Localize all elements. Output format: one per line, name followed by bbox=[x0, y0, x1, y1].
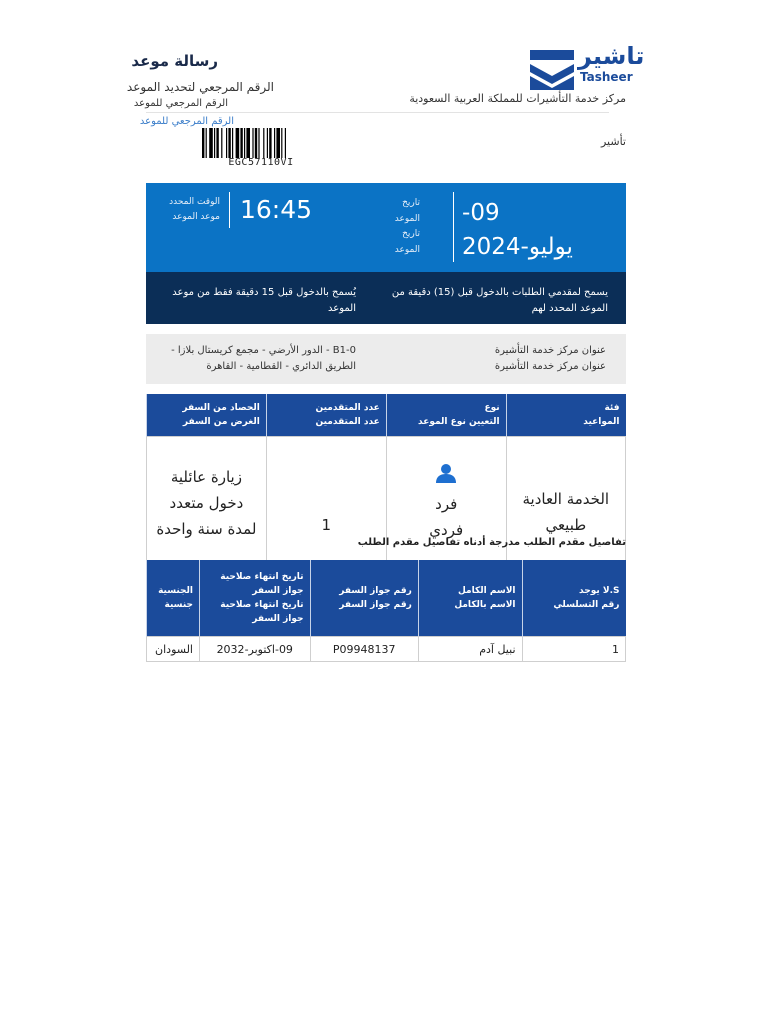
header-line: رقم التسلسلي bbox=[553, 600, 620, 610]
tasheer-logo-icon bbox=[530, 50, 574, 90]
reference-label-secondary: الرقم المرجعي للموعد bbox=[133, 98, 228, 109]
address-label-secondary: عنوان مركز خدمة التأشيرة bbox=[494, 361, 606, 372]
header-line: الاسم بالكامل bbox=[454, 600, 516, 610]
category-cell bbox=[506, 436, 625, 569]
cell-text: فرد bbox=[435, 494, 458, 513]
applicants-cell bbox=[266, 436, 386, 569]
appointment-date bbox=[462, 196, 622, 264]
address-line-1: B1-0 - الدور الأرضي - مجمع كريستال بلازا - bbox=[171, 345, 356, 356]
header-nationality bbox=[147, 560, 200, 637]
header-category bbox=[506, 394, 625, 436]
cell-text: فردي bbox=[429, 520, 464, 539]
header-line: جنسية bbox=[164, 600, 193, 610]
appointment-date-day: 09- bbox=[462, 200, 500, 226]
applicants-table bbox=[146, 560, 626, 662]
table-row bbox=[147, 637, 626, 662]
name-cell: نبيل آدم bbox=[418, 637, 522, 662]
nationality-cell: السودان bbox=[147, 637, 200, 662]
time-label: الوقت المحدد bbox=[169, 197, 220, 207]
header-line: تاريخ انتهاء صلاحية جواز السفر bbox=[220, 600, 304, 624]
cell-text: دخول متعدد bbox=[169, 493, 244, 512]
header-line: رقم جواز السفر bbox=[339, 586, 412, 596]
cell-text: الخدمة العادية bbox=[522, 489, 610, 508]
header-type bbox=[386, 394, 506, 436]
header-line: نوع bbox=[484, 402, 500, 413]
entry-note-secondary: يُسمح بالدخول قبل 15 دقيقة فقط من موعد الموعد bbox=[172, 287, 356, 314]
table-header-row bbox=[147, 394, 626, 436]
applicants-section-title: تفاصيل مقدم الطلب مدرجة أدناه تفاصيل مقدم الطلب bbox=[357, 537, 626, 548]
visa-center-name: مركز خدمة التأشيرات للمملكة العربية السعودية bbox=[409, 92, 626, 105]
passport-cell: P09948137 bbox=[310, 637, 418, 662]
barcode-image bbox=[202, 128, 320, 158]
expiry-cell: 09-اكتوبر-2032 bbox=[199, 637, 310, 662]
appointment-date-month-year: يوليو-2024 bbox=[462, 234, 573, 260]
barcode-number: EGC57110VI bbox=[228, 157, 294, 168]
header-line: S.لا يوجد bbox=[579, 586, 620, 596]
date-label-4: الموعد bbox=[394, 245, 420, 255]
logo-english-text: Tasheer bbox=[580, 70, 633, 84]
reference-label: الرقم المرجعي لتحديد الموعد bbox=[126, 80, 274, 94]
header-serial bbox=[522, 560, 625, 637]
header-full-name bbox=[418, 560, 522, 637]
header-line: عدد المتقدمين bbox=[315, 416, 380, 427]
appointment-time: 16:45 bbox=[240, 195, 313, 224]
purpose-cell bbox=[147, 436, 267, 569]
address-value bbox=[166, 343, 356, 375]
time-label-secondary: موعد الموعد bbox=[172, 212, 220, 222]
type-cell bbox=[386, 436, 506, 569]
table-row bbox=[147, 436, 626, 569]
person-icon bbox=[435, 463, 457, 483]
page-title: رسالة موعد bbox=[131, 52, 218, 70]
date-divider bbox=[453, 192, 454, 262]
cell-text: 1 bbox=[321, 515, 332, 534]
header-line: الغرض من السفر bbox=[182, 416, 260, 427]
header-purpose bbox=[147, 394, 267, 436]
visa-type-label: تأشير bbox=[600, 135, 626, 148]
header-passport-expiry bbox=[199, 560, 310, 637]
entry-note: يسمح لمقدمي الطلبات بالدخول قبل (15) دقيقة من الموعد المحدد لهم bbox=[391, 287, 608, 314]
header-line: عدد المتقدمين bbox=[315, 402, 380, 413]
header-line: رقم جواز السفر bbox=[339, 600, 412, 610]
header-line: الاسم الكامل bbox=[458, 586, 516, 596]
cell-text: طبيعي bbox=[545, 515, 587, 534]
header-line: الحصاد من السفر bbox=[182, 402, 260, 413]
header-line: فئة bbox=[604, 402, 620, 413]
address-label: عنوان مركز خدمة التأشيرة bbox=[494, 345, 606, 356]
table-header-row bbox=[147, 560, 626, 637]
logo-arabic-text: تاشير bbox=[578, 42, 645, 70]
header-passport bbox=[310, 560, 418, 637]
reference-link[interactable]: الرقم المرجعي للموعد bbox=[139, 116, 234, 127]
time-divider bbox=[229, 192, 230, 228]
serial-cell: 1 bbox=[522, 637, 625, 662]
cell-text: لمدة سنة واحدة bbox=[156, 519, 257, 538]
header-line: التعيين نوع الموعد bbox=[418, 416, 500, 427]
date-label: تاريخ bbox=[402, 198, 420, 208]
header-line: تاريخ انتهاء صلاحية جواز السفر bbox=[220, 572, 304, 596]
header-applicants bbox=[266, 394, 386, 436]
date-label-2: الموعد bbox=[394, 214, 420, 224]
cell-text: زيارة عائلية bbox=[170, 467, 242, 486]
header-line: المواعيد bbox=[583, 416, 620, 427]
header-divider bbox=[146, 112, 609, 113]
header-line: الجنسية bbox=[158, 586, 193, 596]
address-line-2: الطريق الدائري - القطامية - القاهرة bbox=[206, 361, 356, 372]
date-label-3: تاريخ bbox=[402, 229, 420, 239]
